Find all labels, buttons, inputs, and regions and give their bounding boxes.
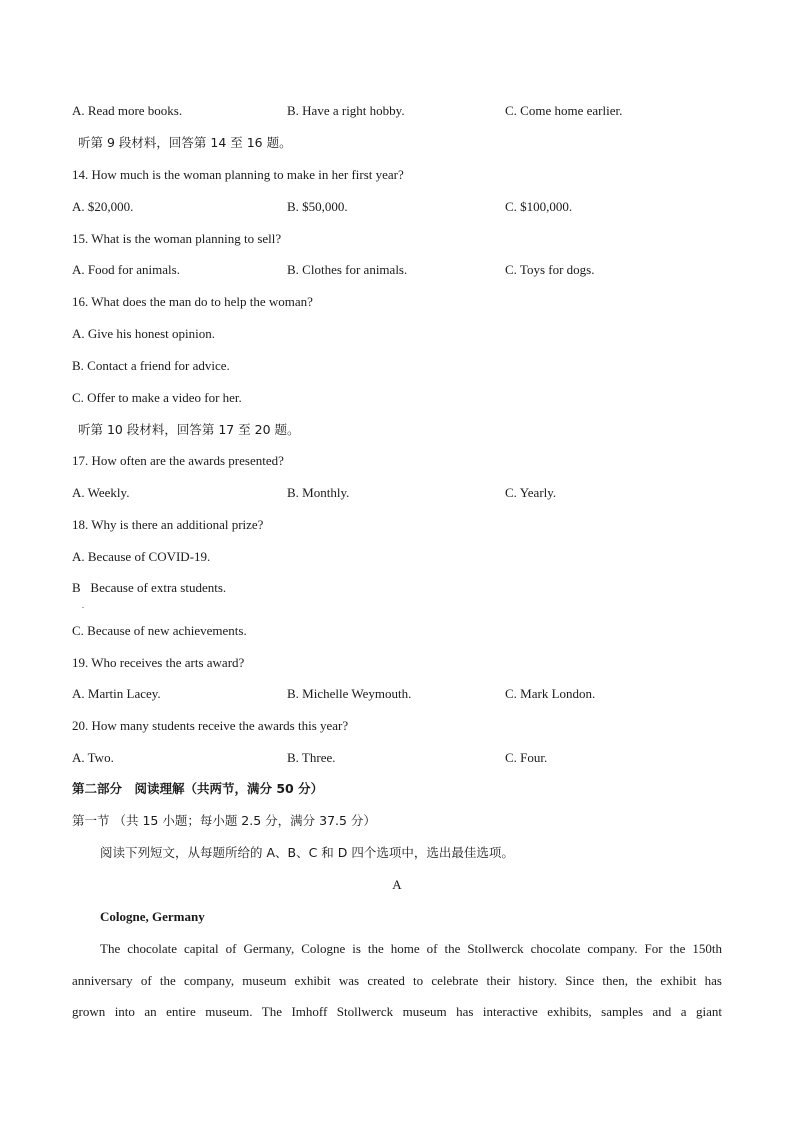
q19-option-c: C. Mark London. xyxy=(505,686,596,701)
q20-option-a: A. Two. xyxy=(72,750,114,765)
q19-option-b: B. Michelle Weymouth. xyxy=(287,686,412,701)
q15-option-b: B. Clothes for animals. xyxy=(287,262,408,277)
q19-stem: 19. Who receives the arts award? xyxy=(72,655,245,670)
q18-option-c: C. Because of new achievements. xyxy=(72,623,247,638)
q14-option-b: B. $50,000. xyxy=(287,199,348,214)
section-10-heading: 听第 10 段材料，回答第 17 至 20 题。 xyxy=(78,422,300,437)
q17-stem: 17. How often are the awards presented? xyxy=(72,453,284,468)
part-2-heading: 第二部分 阅读理解（共两节，满分 50 分） xyxy=(72,781,324,796)
passage-line-3: grown into an entire museum. The Imhoff Stollwerck museum has interactive exhibits, samples and a giant xyxy=(72,1004,722,1019)
q18-option-b: B Because of extra students. xyxy=(72,580,227,595)
q17-option-b: B. Monthly. xyxy=(287,485,350,500)
q20-stem: 20. How many students receive the awards this year? xyxy=(72,718,349,733)
q14-option-c: C. $100,000. xyxy=(505,199,573,214)
q18-option-a: A. Because of COVID-19. xyxy=(72,549,211,564)
q15-option-c: C. Toys for dogs. xyxy=(505,262,595,277)
q13-option-b: B. Have a right hobby. xyxy=(287,103,405,118)
q20-option-c: C. Four. xyxy=(505,750,548,765)
q20-option-b: B. Three. xyxy=(287,750,336,765)
q14-stem: 14. How much is the woman planning to make in her first year? xyxy=(72,167,404,182)
q14-option-a: A. $20,000. xyxy=(72,199,134,214)
q17-option-a: A. Weekly. xyxy=(72,485,130,500)
section-1-heading: 第一节 （共 15 小题；每小题 2.5 分，满分 37.5 分） xyxy=(72,813,376,828)
q16-stem: 16. What does the man do to help the woman? xyxy=(72,294,313,309)
q16-option-b: B. Contact a friend for advice. xyxy=(72,358,230,373)
section-9-heading: 听第 9 段材料，回答第 14 至 16 题。 xyxy=(78,135,292,150)
q13-option-a: A. Read more books. xyxy=(72,103,183,118)
q17-option-c: C. Yearly. xyxy=(505,485,557,500)
q15-option-a: A. Food for animals. xyxy=(72,262,180,277)
q18-stem: 18. Why is there an additional prize? xyxy=(72,517,264,532)
reading-instruction: 阅读下列短文，从每题所给的 A、B、C 和 D 四个选项中，选出最佳选项。 xyxy=(100,845,514,860)
passage-line-2: anniversary of the company, museum exhibit was created to celebrate their history. Since then, the exhibit has xyxy=(72,973,722,988)
passage-label: A xyxy=(392,877,402,892)
q19-option-a: A. Martin Lacey. xyxy=(72,686,161,701)
q18-stray-dot: . xyxy=(82,601,84,610)
q13-option-c: C. Come home earlier. xyxy=(505,103,623,118)
passage-line-1: The chocolate capital of Germany, Cologne is the home of the Stollwerck chocolate company. For the 150th xyxy=(100,941,722,956)
q16-option-c: C. Offer to make a video for her. xyxy=(72,390,242,405)
q15-stem: 15. What is the woman planning to sell? xyxy=(72,231,282,246)
passage-title: Cologne, Germany xyxy=(100,909,205,924)
q16-option-a: A. Give his honest opinion. xyxy=(72,326,215,341)
